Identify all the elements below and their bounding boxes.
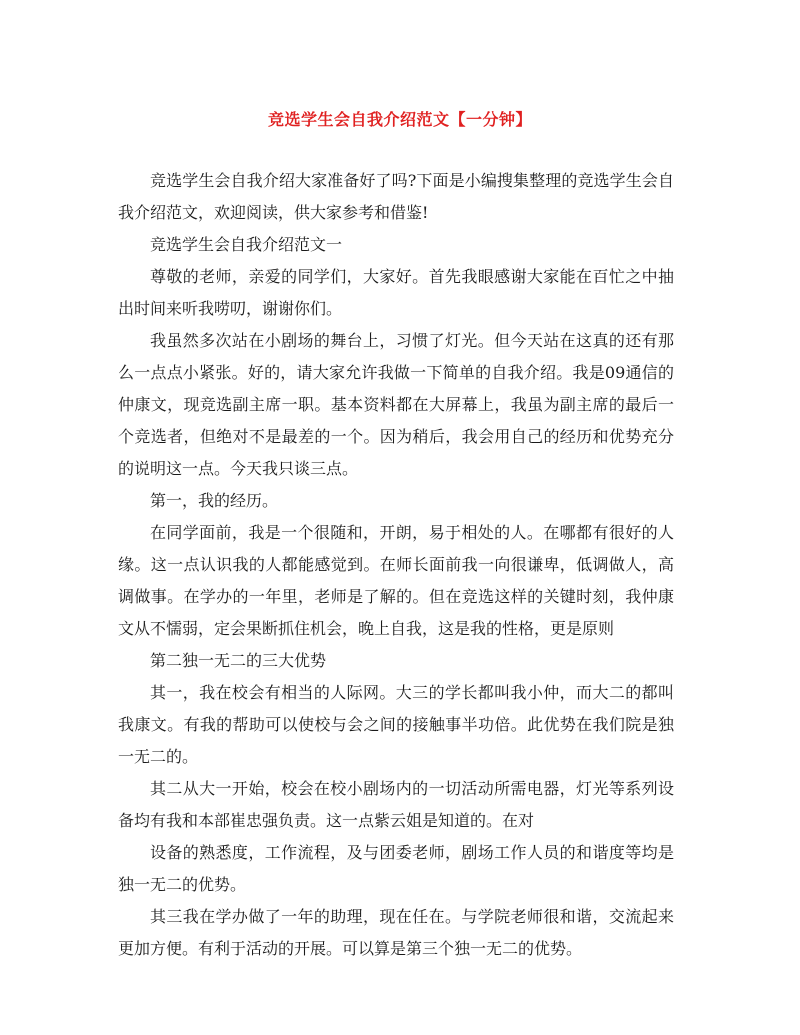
- paragraph-advantage-three: 其三我在学办做了一年的助理，现在任在。与学院老师很和谐，交流起来更加方便。有利于活动的开展。可以算是第三个独一无二的优势。: [118, 907, 674, 958]
- paragraph-point-one-heading: 第一，我的经历。: [150, 491, 279, 510]
- paragraph-subtitle: 竞选学生会自我介绍范文一: [150, 235, 343, 254]
- paragraph-advantage-two-cont: 设备的熟悉度，工作流程，及与团委老师，剧场工作人员的和谐度等均是独一无二的优势。: [118, 843, 674, 894]
- paragraph-greeting: 尊敬的老师，亲爱的同学们，大家好。首先我眼感谢大家能在百忙之中抽出时间来听我唠叨，谢谢你们。: [118, 267, 674, 318]
- paragraph-advantage-one: 其一，我在校会有相当的人际网。大三的学长都叫我小仲，而大二的都叫我康文。有我的帮助可以使校与会之间的接触事半功倍。此优势在我们院是独一无二的。: [118, 683, 674, 766]
- document-body: [118, 165, 674, 965]
- paragraph-point-two-heading: 第二独一无二的三大优势: [150, 651, 327, 670]
- paragraph-self-intro: 我虽然多次站在小剧场的舞台上，习惯了灯光。但今天站在这真的还有那么一点点小紧张。好的，请大家允许我做一下简单的自我介绍。我是09通信的仲康文，现竞选副主席一职。基本资料都在大屏幕上，我虽为副主席的最后一个竞选者，但绝对不是最差的一个。因为稍后，我会用自己的经历和优势充分的说明这一点。今天我只谈三点。: [118, 331, 674, 478]
- paragraph-advantage-two: 其二从大一开始，校会在校小剧场内的一切活动所需电器，灯光等系列设备均有我和本部崔忠强负责。这一点紫云姐是知道的。在对: [118, 779, 674, 830]
- paragraph-point-one-body: 在同学面前，我是一个很随和，开朗，易于相处的人。在哪都有很好的人缘。这一点认识我的人都能感觉到。在师长面前我一向很谦卑，低调做人，高调做事。在学办的一年里，老师是了解的。但在竞选这样的关键时刻，我仲康文从不懦弱，定会果断抓住机会，晚上自我，这是我的性格，更是原则: [118, 523, 674, 638]
- paragraph-intro: 竞选学生会自我介绍大家准备好了吗?下面是小编搜集整理的竞选学生会自我介绍范文，欢迎阅读，供大家参考和借鉴!: [118, 171, 674, 222]
- document-title: 竞选学生会自我介绍范文【一分钟】: [267, 110, 532, 129]
